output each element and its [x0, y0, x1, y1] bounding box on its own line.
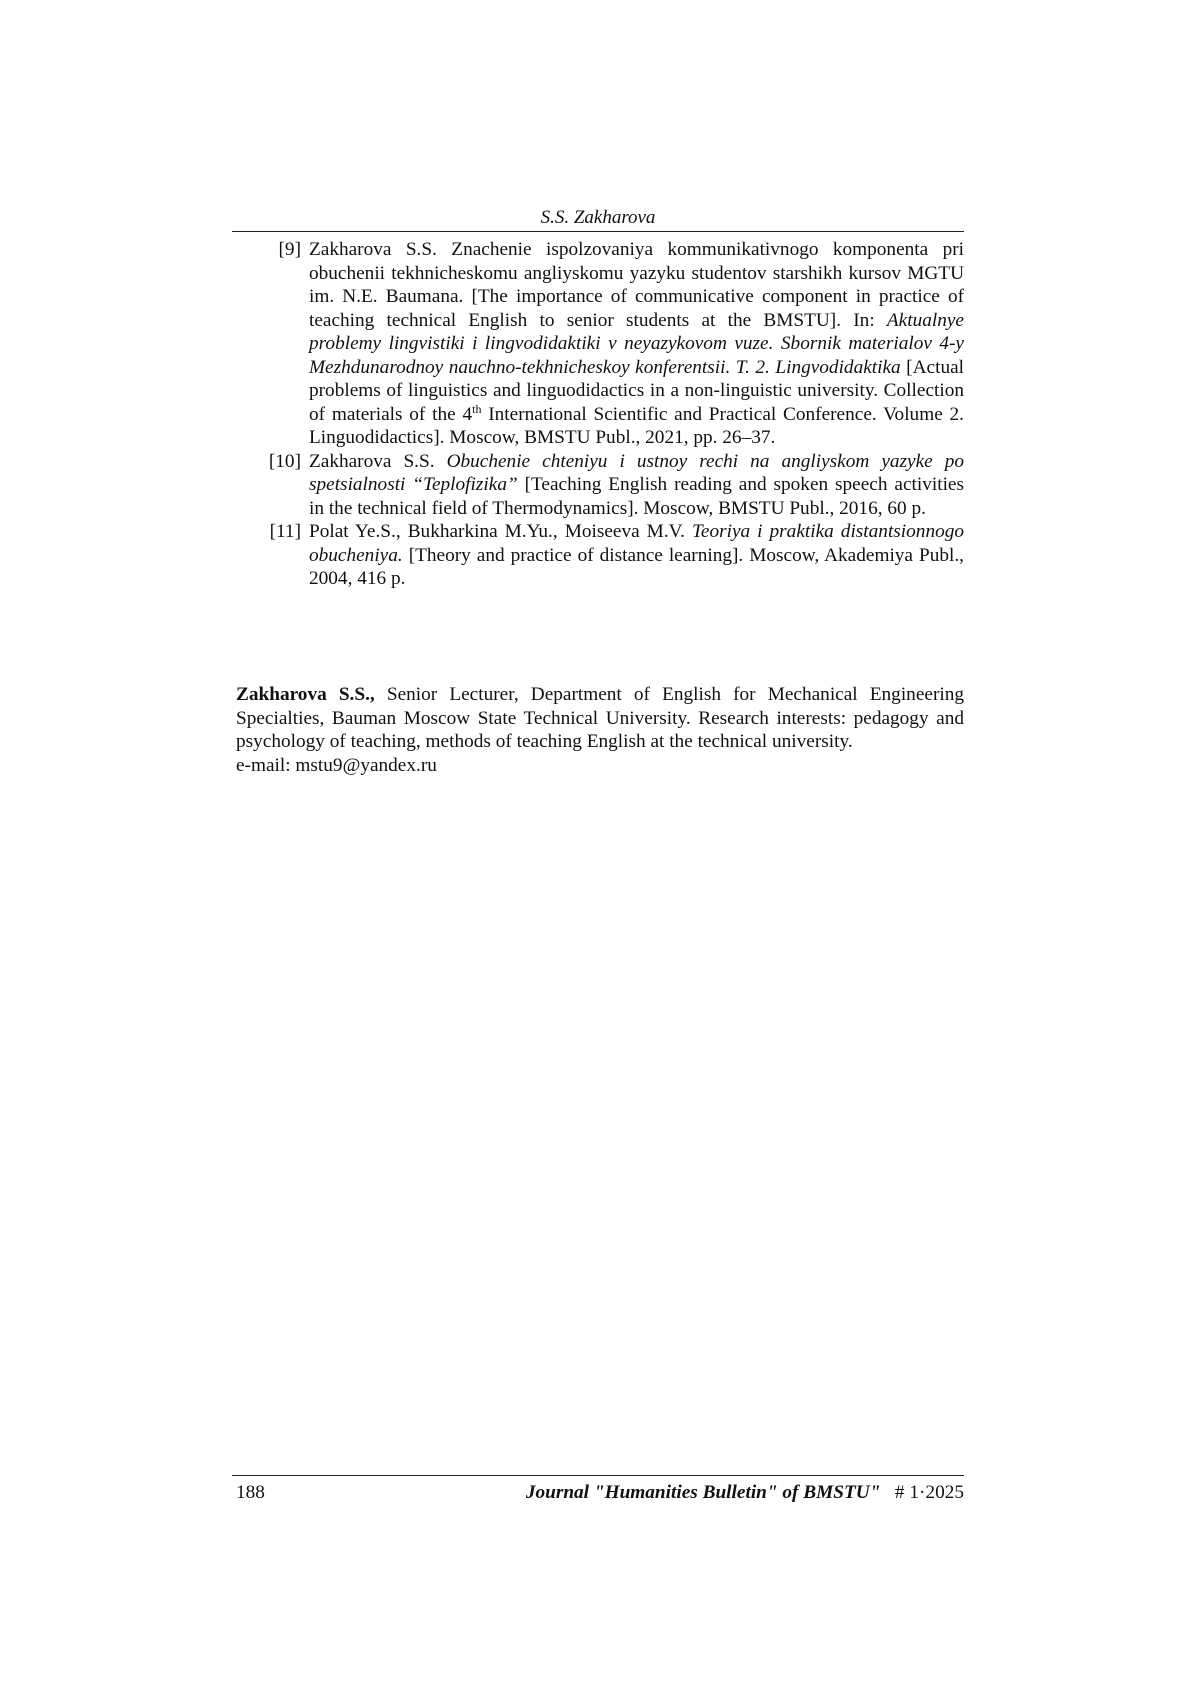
- reference-segment: [Teaching English reading and spoken speech activities in the technical field of Thermodynamics]. Moscow, BMSTU Publ., 2016, 60 p.: [309, 474, 964, 519]
- author-name: Zakharova S.S.,: [236, 684, 375, 705]
- reference-segment: Zakharova S.S.: [309, 450, 447, 472]
- reference-number: [9]: [278, 239, 301, 260]
- reference-segment: Polat Ye.S., Bukharkina M.Yu., Moiseeva M.V.: [309, 521, 692, 542]
- reference-text: [309, 450, 964, 521]
- reference-text: [309, 520, 964, 591]
- issue-number: # 1·2025: [894, 1482, 964, 1503]
- reference-title: Obuchenie chteniyu i ustnoy rechi na angliyskom yazyke po spetsialnosti “Teplofizika”: [309, 450, 965, 495]
- page-number: 188: [236, 1482, 265, 1503]
- reference-item: [232, 520, 964, 591]
- reference-text: [309, 238, 964, 450]
- reference-number: [10]: [268, 450, 301, 472]
- running-head: S.S. Zakharova: [540, 207, 656, 228]
- reference-title: Teoriya i praktika distantsionnogo obucheniya.: [309, 521, 965, 566]
- journal-title: Journal "Humanities Bulletin" of BMSTU": [525, 1482, 881, 1503]
- reference-item: [232, 238, 964, 450]
- reference-title: Aktualnye problemy lingvistiki i lingvodidaktiki v neyazykovom vuze. Sbornik materialov 4-y Mezhdunarodnoy nauchno-tekhnicheskoy konferentsii. T. 2. Lingvodidaktika: [309, 309, 964, 378]
- author-info: [236, 683, 964, 754]
- author-email[interactable]: e-mail: mstu9@yandex.ru: [236, 755, 437, 776]
- reference-segment: [Actual problems of linguistics and linguodidactics in a non-linguistic university. Collection of materials of the 4: [309, 356, 964, 425]
- author-bio: Senior Lecturer, Department of English for Mechanical Engineering Specialties, Bauman Moscow State Technical University. Research interests: pedagogy and psychology of teaching, methods of teaching English at the technical university.: [236, 684, 964, 752]
- header-rule: [232, 231, 964, 232]
- reference-segment: International Scientific and Practical Conference. Volume 2. Linguodidactics]. Moscow, BMSTU Publ., 2021, pp. 26–37.: [309, 403, 964, 448]
- footer-rule: [232, 1475, 964, 1476]
- reference-segment: [Theory and practice of distance learning]. Moscow, Akademiya Publ., 2004, 416 p.: [309, 544, 964, 589]
- reference-list: [232, 238, 964, 591]
- reference-number: [11]: [269, 521, 301, 542]
- reference-item: [232, 450, 964, 521]
- superscript: th: [472, 401, 482, 416]
- reference-segment: Zakharova S.S. Znachenie ispolzovaniya kommunikativnogo komponenta pri obuchenii tekhnicheskomu angliyskomu yazyku studentov starshikh kursov MGTU im. N.E. Baumana. [The importance of communicative component in practice of teaching technical English to senior students at the BMSTU]. In:: [309, 239, 964, 331]
- journal-citation: [526, 1481, 964, 1505]
